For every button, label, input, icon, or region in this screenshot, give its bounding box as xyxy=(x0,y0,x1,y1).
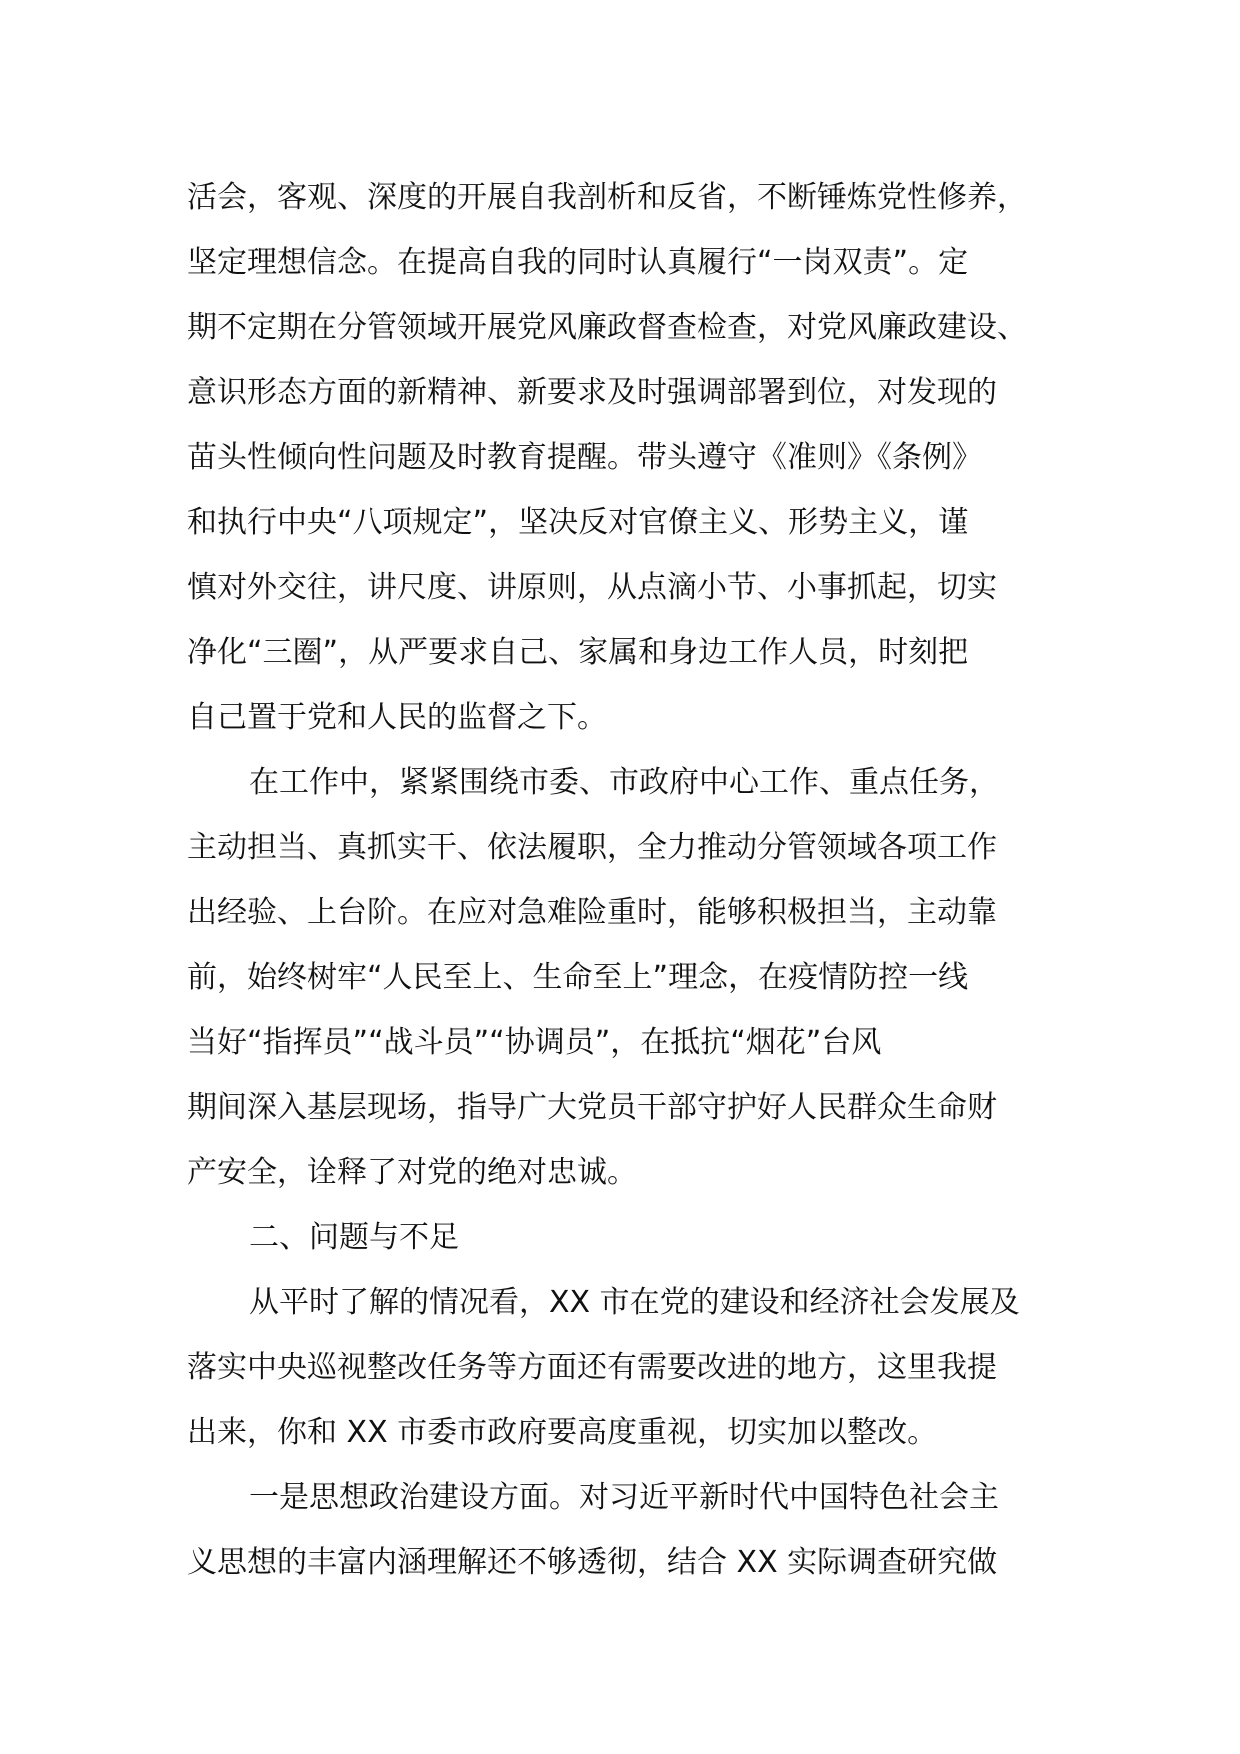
text-line: 出经验、上台阶。在应对急难险重时，能够积极担当，主动靠 xyxy=(187,895,997,930)
text-line: 苗头性倾向性问题及时教育提醒。带头遵守《准则》《条例》 xyxy=(187,440,982,475)
text-line: 在工作中，紧紧围绕市委、市政府中心工作、重点任务， xyxy=(249,765,999,800)
text-line: 一是思想政治建设方面。对习近平新时代中国特色社会主 xyxy=(249,1480,999,1515)
text-line: 产安全，诠释了对党的绝对忠诚。 xyxy=(187,1155,637,1190)
text-line: 净化“三圈”，从严要求自己、家属和身边工作人员，时刻把 xyxy=(187,635,969,670)
text-line: 坚定理想信念。在提高自我的同时认真履行“一岗双责”。定 xyxy=(187,245,969,280)
text-line: 主动担当、真抓实干、依法履职，全力推动分管领域各项工作 xyxy=(187,830,997,865)
text-line: 二、问题与不足 xyxy=(249,1220,459,1255)
text-line: 从平时了解的情况看，XX 市在党的建设和经济社会发展及 xyxy=(249,1285,1020,1320)
text-line: 慎对外交往，讲尺度、讲原则，从点滴小节、小事抓起，切实 xyxy=(187,570,997,605)
text-line: 出来，你和 XX 市委市政府要高度重视，切实加以整改。 xyxy=(187,1415,938,1450)
text-line: 自己置于党和人民的监督之下。 xyxy=(187,700,607,735)
text-line: 活会，客观、深度的开展自我剖析和反省，不断锤炼党性修养， xyxy=(187,180,1027,215)
text-line: 期不定期在分管领域开展党风廉政督查检查，对党风廉政建设、 xyxy=(187,310,1027,345)
text-line: 义思想的丰富内涵理解还不够透彻，结合 XX 实际调查研究做 xyxy=(187,1545,998,1580)
text-line: 当好“指挥员”“战斗员”“协调员”，在抵抗“烟花”台风 xyxy=(187,1025,882,1060)
text-line: 和执行中央“八项规定”，坚决反对官僚主义、形势主义，谨 xyxy=(187,505,969,540)
text-line: 落实中央巡视整改任务等方面还有需要改进的地方，这里我提 xyxy=(187,1350,997,1385)
text-line: 意识形态方面的新精神、新要求及时强调部署到位，对发现的 xyxy=(187,375,997,410)
document-body xyxy=(187,165,1067,1595)
text-line: 前，始终树牢“人民至上、生命至上”理念，在疫情防控一线 xyxy=(187,960,969,995)
text-line: 期间深入基层现场，指导广大党员干部守护好人民群众生命财 xyxy=(187,1090,997,1125)
